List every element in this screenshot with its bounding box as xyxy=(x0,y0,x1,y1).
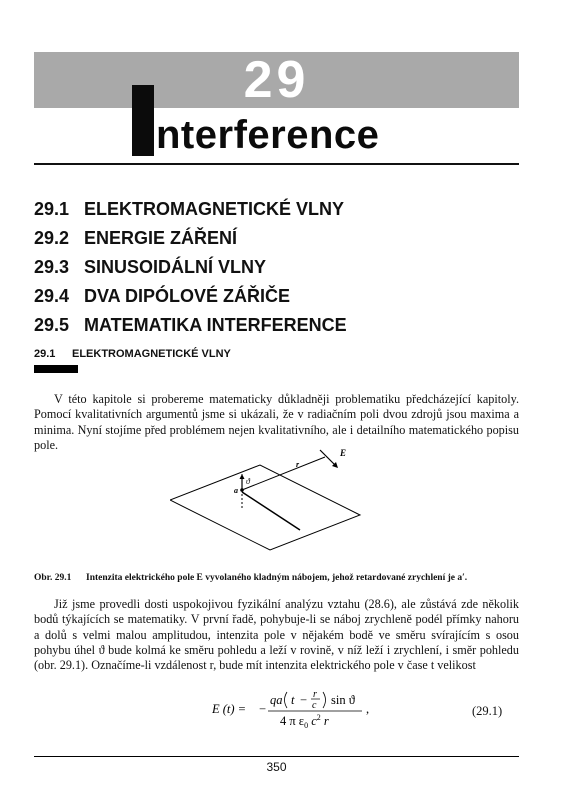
eq-qa: qa xyxy=(270,693,283,707)
eq-lhs: E (t) = xyxy=(212,702,247,716)
bottom-rule xyxy=(34,756,519,757)
chapter-title: nterference xyxy=(156,113,380,157)
paragraph-analysis: Již jsme provedli dosti uspokojivou fyzikální analýzu vztahu (28.6), ale zůstává zde několik bodů týkajících se matematiky. V první řadě, pohybuje-li se náboj zrychleně podél přímky nahoru a dolů s velmi malou amplitudou, intenzita pole v nějakém bodě ve směru svírajícím s osou pohybu úhel ϑ bude kolmá ke směru pohledu a leží v rovině, v níž leží i zrychlení, i směr pohledu (obr. 29.1). Označíme-li vzdálenost r, bude mít intenzita elektrického pole v čase t velikost xyxy=(34,597,519,673)
eq-c: c xyxy=(312,700,317,711)
label-a: a xyxy=(234,486,238,495)
toc-number: 29.2 xyxy=(34,228,70,248)
page-number: 350 xyxy=(266,760,287,774)
toc-title: SINUSOIDÁLNÍ VLNY xyxy=(84,257,267,277)
toc-title: MATEMATIKA INTERFERENCE xyxy=(84,315,347,335)
equation-number: (29.1) xyxy=(472,704,503,718)
figure-29-1 xyxy=(170,440,370,555)
chapter-title-initial xyxy=(132,85,154,156)
eq-r-num: r xyxy=(313,689,317,700)
toc-item xyxy=(34,195,347,224)
caption-label: Obr. 29.1 xyxy=(34,573,72,583)
toc-title: ELEKTROMAGNETICKÉ VLNY xyxy=(84,199,345,219)
section-heading xyxy=(34,348,231,360)
section-title: ELEKTROMAGNETICKÉ VLNY xyxy=(72,348,231,360)
toc-title: DVA DIPÓLOVÉ ZÁŘIČE xyxy=(84,286,291,306)
eq-minus: − xyxy=(259,702,267,716)
toc-item xyxy=(34,311,347,340)
toc-number: 29.3 xyxy=(34,257,70,277)
projection-line xyxy=(242,492,300,530)
caption-text: Intenzita elektrického pole E vyvolaného kladným nábojem, jehož retardované zrychlení je a′. xyxy=(86,573,468,583)
toc-number: 29.4 xyxy=(34,286,70,306)
eq-minus-inner: − xyxy=(300,693,308,707)
chapter-number: 29 xyxy=(243,51,310,109)
charge-dot xyxy=(240,488,244,492)
label-E: E xyxy=(340,448,347,458)
paragraph-intro: V této kapitole si probereme matematicky důkladněji problematiku předcházející kapitoly. Pomocí kvalitativních argumentů jsme si ukázali, že v radiačním poli dvou zdrojů jsou maxima a minima. Nyní stojíme před problémem nejen kvalitativního, ale i detailního matematického popisu pole. xyxy=(34,392,519,452)
toc-item xyxy=(34,253,347,282)
acceleration-arrowhead xyxy=(240,474,245,479)
eq-sin: sin ϑ xyxy=(331,693,355,707)
figure-caption xyxy=(34,573,534,583)
label-theta: ϑ xyxy=(246,477,250,486)
eq-paren-right xyxy=(323,692,326,708)
ray-line xyxy=(242,457,325,490)
section-marker-bar xyxy=(34,365,78,373)
toc-number: 29.1 xyxy=(34,199,70,219)
toc-item xyxy=(34,224,347,253)
eq-t: t xyxy=(291,693,295,707)
eq-paren-left xyxy=(285,692,288,708)
section-number: 29.1 xyxy=(34,348,56,360)
table-of-contents xyxy=(34,195,347,340)
equation-29-1 xyxy=(212,688,412,732)
eq-comma: , xyxy=(366,702,370,716)
eq-denominator: 4 π $\varepsilon_0$ $c^2$ r xyxy=(280,713,329,730)
label-r: r xyxy=(296,460,300,469)
toc-item xyxy=(34,282,347,311)
title-rule xyxy=(34,163,519,165)
toc-title: ENERGIE ZÁŘENÍ xyxy=(84,228,238,248)
toc-number: 29.5 xyxy=(34,315,70,335)
